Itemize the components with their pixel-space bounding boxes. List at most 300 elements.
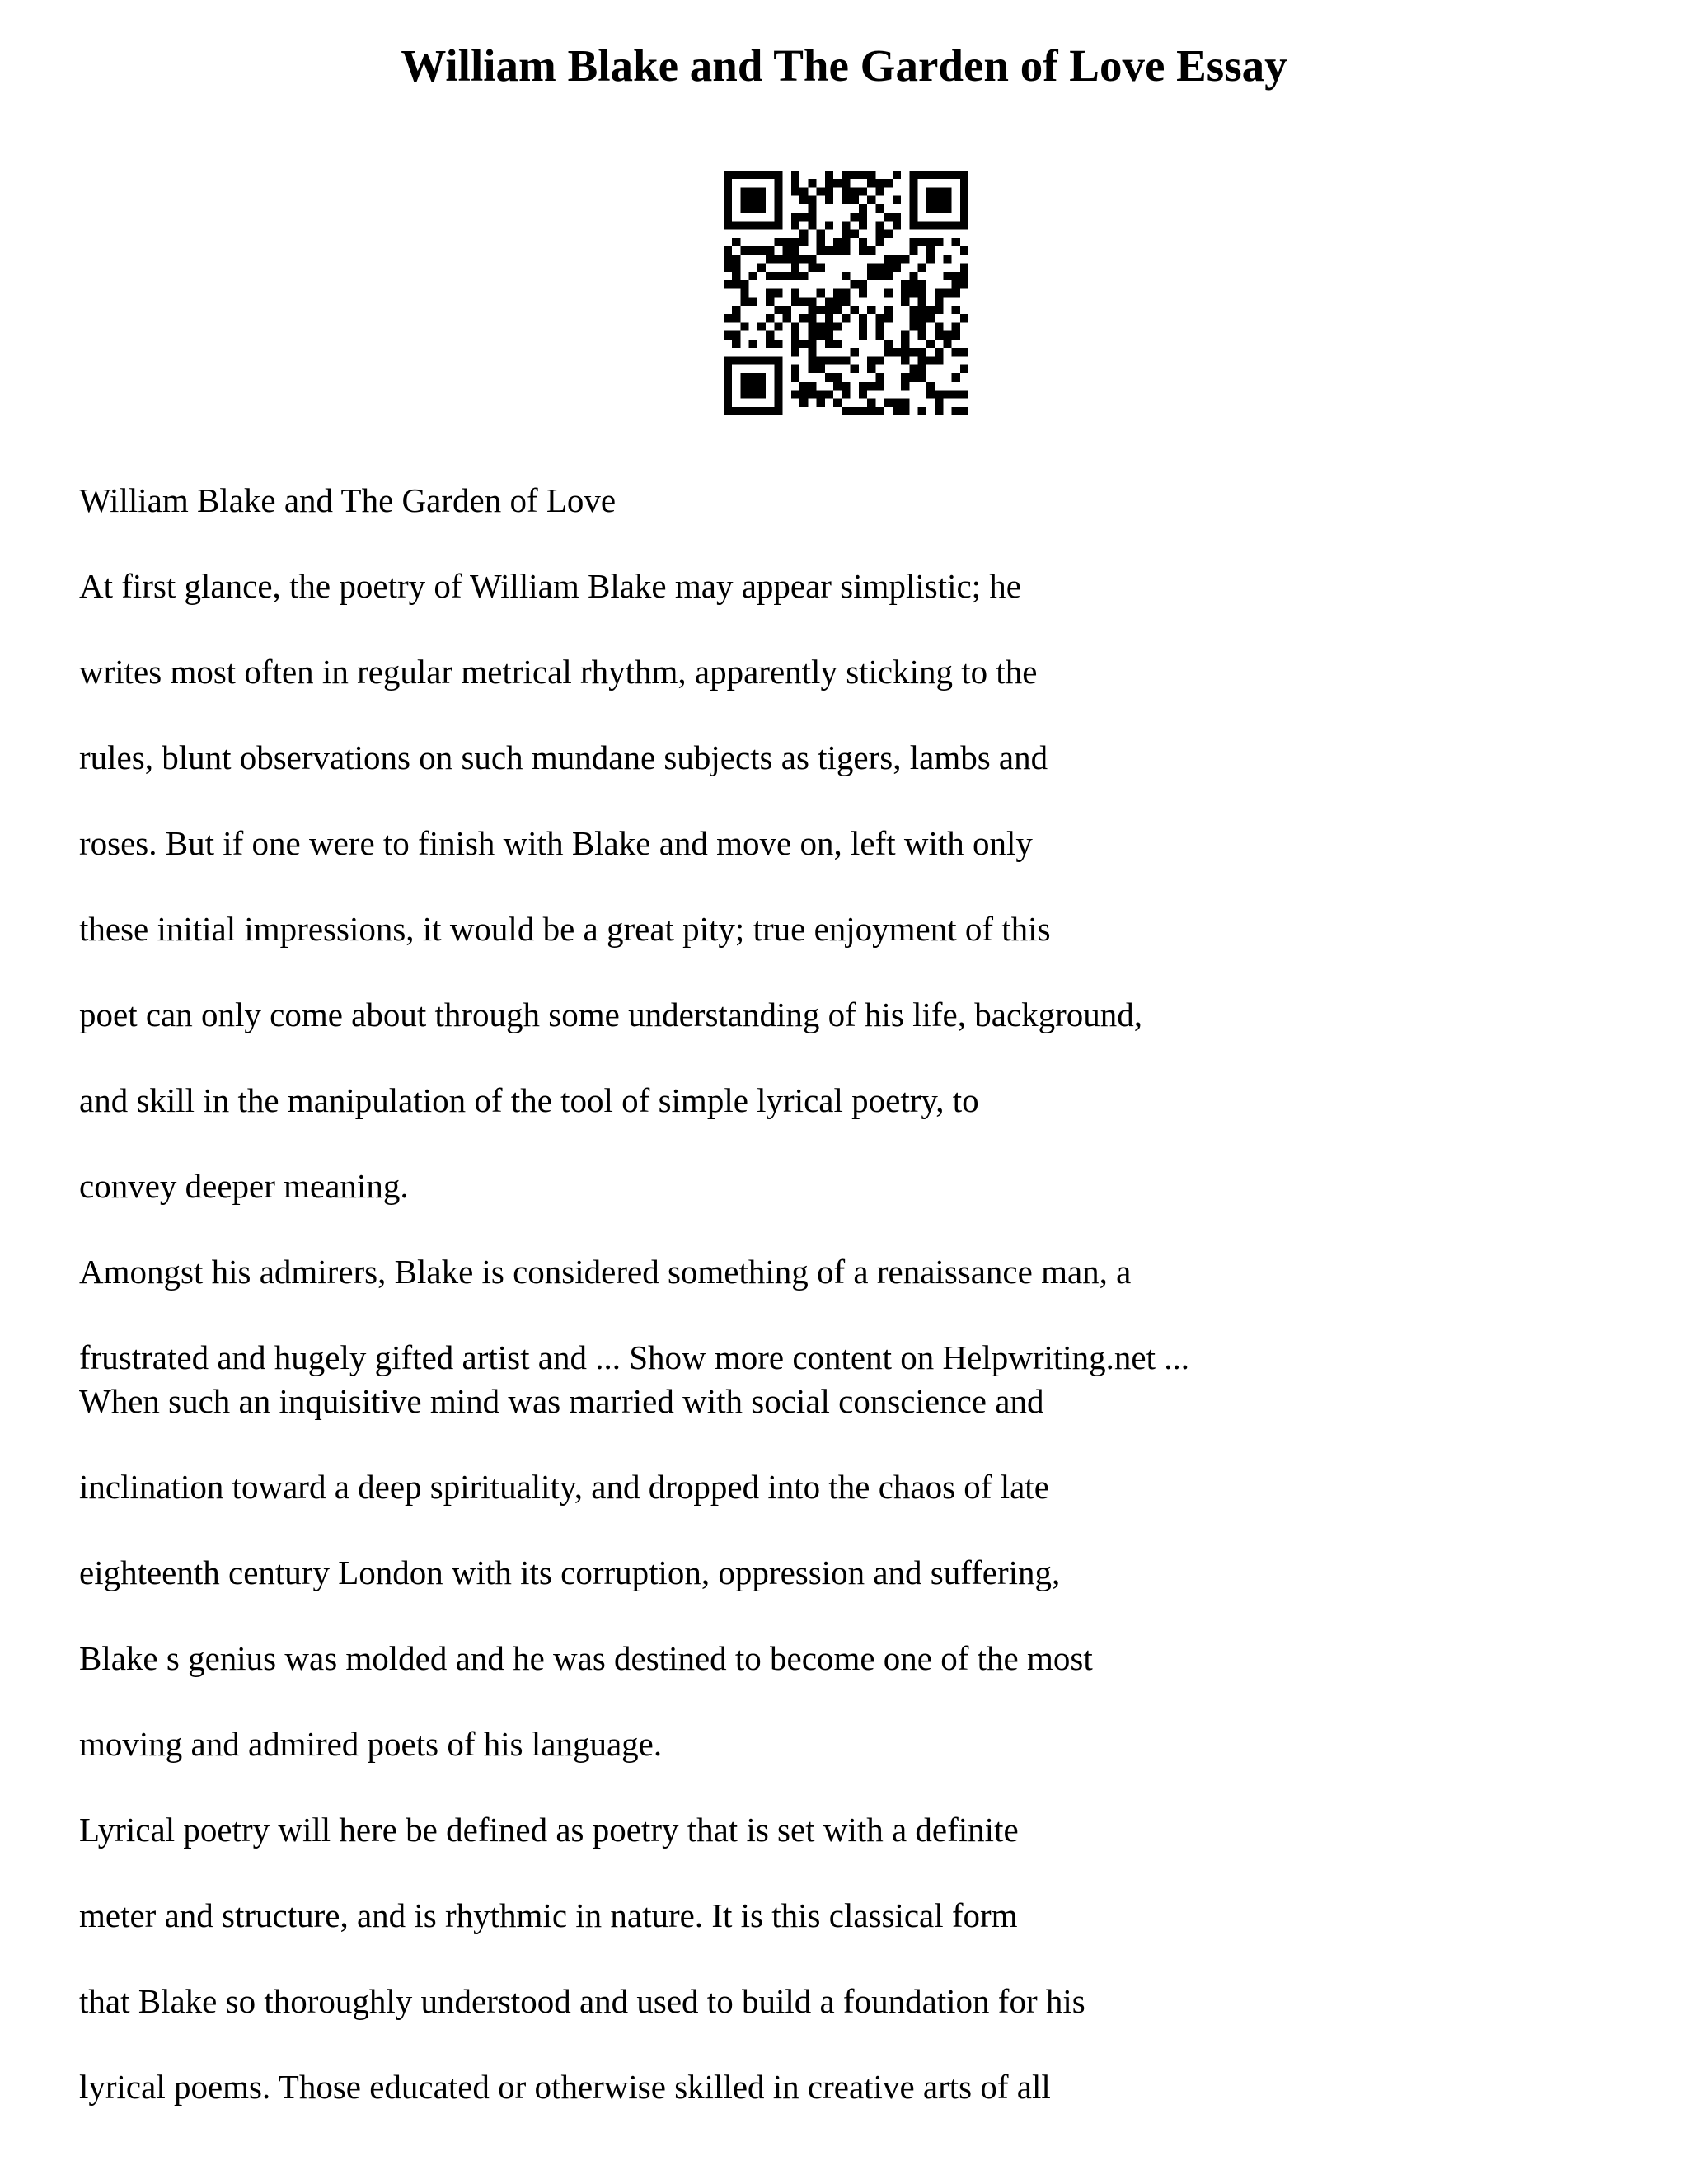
qr-module	[825, 306, 833, 314]
qr-module	[884, 314, 893, 322]
qr-module	[774, 365, 782, 373]
qr-module	[909, 238, 917, 246]
qr-module	[766, 331, 774, 340]
qr-module	[724, 331, 732, 340]
qr-module	[926, 171, 935, 179]
qr-module	[749, 272, 757, 280]
qr-module	[943, 221, 951, 229]
qr-module	[901, 280, 909, 288]
qr-module	[952, 407, 960, 415]
qr-module	[774, 322, 782, 330]
qr-module	[724, 221, 732, 229]
qr-module	[749, 196, 757, 204]
qr-module	[740, 187, 748, 195]
qr-module	[740, 373, 748, 382]
qr-module	[952, 348, 960, 356]
qr-module	[774, 399, 782, 407]
qr-module	[740, 288, 748, 297]
qr-module	[875, 373, 884, 382]
qr-module	[799, 196, 808, 204]
qr-module	[757, 373, 766, 382]
qr-module	[926, 382, 935, 390]
qr-module	[935, 348, 943, 356]
qr-module	[918, 171, 926, 179]
qr-module	[833, 306, 842, 314]
qr-module	[867, 179, 875, 187]
qr-module	[833, 382, 842, 390]
qr-module	[799, 314, 808, 322]
qr-module	[926, 314, 935, 322]
qr-module	[774, 306, 782, 314]
qr-module	[960, 365, 968, 373]
qr-module	[825, 340, 833, 348]
qr-module	[901, 399, 909, 407]
qr-module	[851, 306, 859, 314]
qr-module	[918, 348, 926, 356]
qr-module	[859, 246, 867, 255]
qr-module	[740, 196, 748, 204]
qr-module	[740, 221, 748, 229]
text-line: lyrical poems. Those educated or otherwise skilled in creative arts of all	[79, 2068, 1051, 2106]
qr-module	[909, 171, 917, 179]
qr-module	[833, 238, 842, 246]
qr-module	[791, 331, 799, 340]
qr-module	[749, 171, 757, 179]
qr-module	[943, 187, 951, 195]
qr-module	[875, 356, 884, 364]
qr-module	[791, 238, 799, 246]
qr-module	[884, 348, 893, 356]
qr-module	[791, 340, 799, 348]
qr-module	[875, 382, 884, 390]
qr-module	[732, 280, 740, 288]
qr-module	[808, 322, 816, 330]
qr-module	[901, 298, 909, 306]
qr-module	[757, 246, 766, 255]
qr-module	[842, 196, 850, 204]
qr-module	[732, 264, 740, 272]
qr-module	[851, 230, 859, 238]
qr-module	[791, 264, 799, 272]
qr-module	[909, 204, 917, 213]
qr-module	[960, 213, 968, 221]
qr-module	[740, 298, 748, 306]
qr-module	[817, 264, 825, 272]
qr-module	[774, 255, 782, 263]
qr-module	[867, 399, 875, 407]
text-line: that Blake so thoroughly understood and used to build a foundation for his	[79, 1982, 1085, 2020]
qr-module	[724, 246, 732, 255]
qr-module	[740, 204, 748, 213]
qr-module	[817, 246, 825, 255]
qr-module	[859, 331, 867, 340]
qr-module	[859, 314, 867, 322]
qr-module	[817, 238, 825, 246]
qr-module	[918, 288, 926, 297]
qr-module	[842, 314, 850, 322]
qr-module	[943, 196, 951, 204]
qr-module	[893, 399, 901, 407]
qr-module	[808, 213, 816, 221]
qr-module	[808, 348, 816, 356]
qr-module	[842, 356, 850, 364]
qr-module	[960, 264, 968, 272]
qr-module	[724, 399, 732, 407]
qr-module	[817, 331, 825, 340]
qr-module	[909, 280, 917, 288]
qr-module	[901, 373, 909, 382]
qr-module	[791, 246, 799, 255]
qr-module	[893, 255, 901, 263]
qr-module	[749, 246, 757, 255]
qr-module	[918, 331, 926, 340]
qr-module	[791, 213, 799, 221]
qr-module	[926, 306, 935, 314]
qr-module	[842, 238, 850, 246]
qr-module	[766, 356, 774, 364]
qr-module	[825, 322, 833, 330]
qr-module	[783, 314, 791, 322]
qr-module	[952, 280, 960, 288]
text-line: rules, blunt observations on such mundane subjects as tigers, lambs and	[79, 738, 1048, 776]
qr-module	[918, 407, 926, 415]
qr-module	[724, 255, 732, 263]
qr-module	[909, 288, 917, 297]
qr-module	[960, 171, 968, 179]
text-line: eighteenth century London with its corruption, oppression and suffering,	[79, 1554, 1061, 1591]
qr-module	[842, 298, 850, 306]
qr-code-icon	[724, 171, 968, 415]
qr-module	[859, 204, 867, 213]
qr-module	[833, 288, 842, 297]
qr-module	[799, 272, 808, 280]
qr-module	[808, 196, 816, 204]
qr-module	[935, 390, 943, 398]
qr-module	[732, 221, 740, 229]
qr-module	[960, 407, 968, 415]
qr-module	[757, 382, 766, 390]
qr-module	[817, 288, 825, 297]
qr-module	[825, 373, 833, 382]
qr-module	[791, 390, 799, 398]
qr-module	[791, 171, 799, 179]
qr-module	[960, 390, 968, 398]
qr-module	[875, 179, 884, 187]
qr-module	[859, 288, 867, 297]
qr-module	[884, 399, 893, 407]
text-line: Lyrical poetry will here be defined as poetry that is set with a definite	[79, 1811, 1019, 1849]
qr-module	[724, 204, 732, 213]
qr-module	[859, 221, 867, 229]
qr-module	[749, 340, 757, 348]
qr-module	[859, 382, 867, 390]
text-line: and skill in the manipulation of the tool of simple lyrical poetry, to	[79, 1081, 979, 1119]
qr-module	[943, 255, 951, 263]
qr-module	[893, 348, 901, 356]
qr-module	[757, 171, 766, 179]
qr-module	[774, 187, 782, 195]
qr-module	[749, 373, 757, 382]
qr-module	[884, 340, 893, 348]
qr-module	[808, 340, 816, 348]
qr-module	[918, 298, 926, 306]
qr-module	[791, 298, 799, 306]
text-line: Blake s genius was molded and he was destined to become one of the most	[79, 1639, 1093, 1677]
qr-module	[943, 390, 951, 398]
qr-module	[817, 306, 825, 314]
qr-module	[901, 288, 909, 297]
qr-module	[749, 221, 757, 229]
qr-module	[757, 390, 766, 398]
qr-module	[774, 340, 782, 348]
qr-module	[732, 407, 740, 415]
qr-module	[808, 331, 816, 340]
qr-module	[960, 196, 968, 204]
qr-module	[833, 356, 842, 364]
qr-module	[935, 407, 943, 415]
qr-module	[724, 171, 732, 179]
qr-module	[791, 179, 799, 187]
qr-module	[833, 399, 842, 407]
qr-module	[808, 255, 816, 263]
qr-module	[817, 230, 825, 238]
qr-module	[926, 238, 935, 246]
qr-module	[740, 280, 748, 288]
qr-module	[842, 382, 850, 390]
qr-module	[918, 314, 926, 322]
qr-module	[833, 340, 842, 348]
qr-module	[926, 255, 935, 263]
qr-module	[749, 382, 757, 390]
qr-module	[875, 272, 884, 280]
qr-module	[960, 314, 968, 322]
qr-module	[808, 382, 816, 390]
qr-module	[909, 373, 917, 382]
qr-module	[774, 407, 782, 415]
qr-module	[774, 179, 782, 187]
qr-module	[817, 390, 825, 398]
qr-module	[774, 356, 782, 364]
qr-module	[774, 171, 782, 179]
qr-module	[901, 356, 909, 364]
qr-module	[724, 213, 732, 221]
qr-module	[875, 204, 884, 213]
qr-module	[935, 187, 943, 195]
qr-module	[926, 340, 935, 348]
qr-module	[724, 382, 732, 390]
qr-module	[943, 340, 951, 348]
qr-module	[774, 221, 782, 229]
qr-module	[842, 230, 850, 238]
qr-module	[774, 204, 782, 213]
qr-module	[935, 171, 943, 179]
qr-module	[943, 204, 951, 213]
qr-module	[935, 221, 943, 229]
qr-module	[749, 204, 757, 213]
qr-module	[766, 171, 774, 179]
qr-module	[799, 298, 808, 306]
qr-module	[808, 204, 816, 213]
qr-module	[766, 246, 774, 255]
qr-module	[808, 314, 816, 322]
qr-module	[817, 356, 825, 364]
qr-module	[901, 331, 909, 340]
qr-module	[808, 221, 816, 229]
qr-module	[909, 322, 917, 330]
qr-module	[791, 322, 799, 330]
qr-module	[732, 331, 740, 340]
qr-module	[724, 196, 732, 204]
qr-module	[926, 246, 935, 255]
qr-module	[842, 288, 850, 297]
qr-module	[851, 196, 859, 204]
qr-module	[791, 373, 799, 382]
qr-module	[851, 171, 859, 179]
qr-module	[774, 272, 782, 280]
qr-module	[799, 390, 808, 398]
qr-module	[935, 288, 943, 297]
qr-module	[825, 187, 833, 195]
qr-module	[943, 272, 951, 280]
qr-module	[926, 187, 935, 195]
qr-module	[859, 187, 867, 195]
qr-module	[952, 306, 960, 314]
qr-module	[960, 272, 968, 280]
qr-module	[766, 314, 774, 322]
qr-module	[875, 331, 884, 340]
qr-module	[757, 204, 766, 213]
qr-module	[935, 331, 943, 340]
qr-module	[842, 407, 850, 415]
qr-module	[749, 407, 757, 415]
qr-module	[791, 272, 799, 280]
qr-module	[952, 288, 960, 297]
qr-module	[867, 382, 875, 390]
qr-module	[867, 264, 875, 272]
qr-module	[833, 322, 842, 330]
qr-module	[893, 196, 901, 204]
qr-module	[833, 179, 842, 187]
qr-module	[757, 264, 766, 272]
text-line: writes most often in regular metrical rhythm, apparently sticking to the	[79, 653, 1038, 691]
qr-module	[740, 382, 748, 390]
qr-module	[935, 356, 943, 364]
qr-module	[791, 348, 799, 356]
qr-module	[875, 322, 884, 330]
qr-module	[842, 221, 850, 229]
qr-module	[926, 221, 935, 229]
qr-module	[893, 213, 901, 221]
qr-module	[875, 264, 884, 272]
qr-module	[842, 187, 850, 195]
qr-module	[724, 280, 732, 288]
qr-module	[774, 382, 782, 390]
qr-code-graphic	[724, 171, 968, 415]
qr-module	[875, 221, 884, 229]
qr-module	[918, 280, 926, 288]
qr-module	[774, 288, 782, 297]
qr-module	[799, 187, 808, 195]
qr-module	[859, 390, 867, 398]
qr-module	[875, 314, 884, 322]
qr-module	[893, 221, 901, 229]
qr-module	[766, 298, 774, 306]
qr-module	[791, 255, 799, 263]
qr-module	[859, 213, 867, 221]
qr-module	[884, 288, 893, 297]
essay-heading: William Blake and The Garden of Love	[79, 481, 617, 519]
qr-module	[918, 238, 926, 246]
qr-module	[909, 179, 917, 187]
qr-module	[943, 331, 951, 340]
qr-module	[859, 407, 867, 415]
qr-module	[749, 356, 757, 364]
qr-module	[799, 382, 808, 390]
qr-module	[909, 365, 917, 373]
qr-module	[825, 171, 833, 179]
qr-module	[867, 365, 875, 373]
qr-module	[732, 306, 740, 314]
qr-module	[749, 187, 757, 195]
qr-module	[740, 407, 748, 415]
qr-module	[774, 373, 782, 382]
qr-module	[909, 272, 917, 280]
qr-module	[909, 213, 917, 221]
qr-module	[757, 221, 766, 229]
qr-module	[952, 171, 960, 179]
qr-module	[740, 322, 748, 330]
text-line: convey deeper meaning.	[79, 1167, 409, 1205]
qr-module	[935, 322, 943, 330]
qr-module	[817, 365, 825, 373]
qr-module	[875, 187, 884, 195]
qr-module	[766, 221, 774, 229]
qr-module	[791, 187, 799, 195]
qr-module	[808, 390, 816, 398]
qr-module	[757, 187, 766, 195]
qr-module	[909, 306, 917, 314]
qr-module	[825, 331, 833, 340]
qr-module	[918, 322, 926, 330]
qr-module	[909, 196, 917, 204]
qr-module	[851, 348, 859, 356]
text-line: poet can only come about through some understanding of his life, background,	[79, 996, 1143, 1033]
qr-module	[740, 246, 748, 255]
text-line: Amongst his admirers, Blake is considered something of a renaissance man, a	[79, 1253, 1132, 1291]
qr-module	[952, 331, 960, 340]
qr-module	[893, 407, 901, 415]
qr-module	[909, 221, 917, 229]
qr-module	[791, 288, 799, 297]
qr-module	[825, 179, 833, 187]
qr-module	[791, 365, 799, 373]
qr-module	[909, 348, 917, 356]
qr-module	[783, 246, 791, 255]
qr-module	[875, 230, 884, 238]
qr-module	[875, 238, 884, 246]
qr-module	[766, 407, 774, 415]
qr-module	[732, 171, 740, 179]
qr-module	[749, 390, 757, 398]
qr-module	[943, 288, 951, 297]
qr-module	[884, 179, 893, 187]
qr-module	[724, 179, 732, 187]
qr-module	[774, 238, 782, 246]
qr-module	[757, 407, 766, 415]
qr-module	[867, 407, 875, 415]
qr-module	[926, 356, 935, 364]
qr-module	[918, 373, 926, 382]
